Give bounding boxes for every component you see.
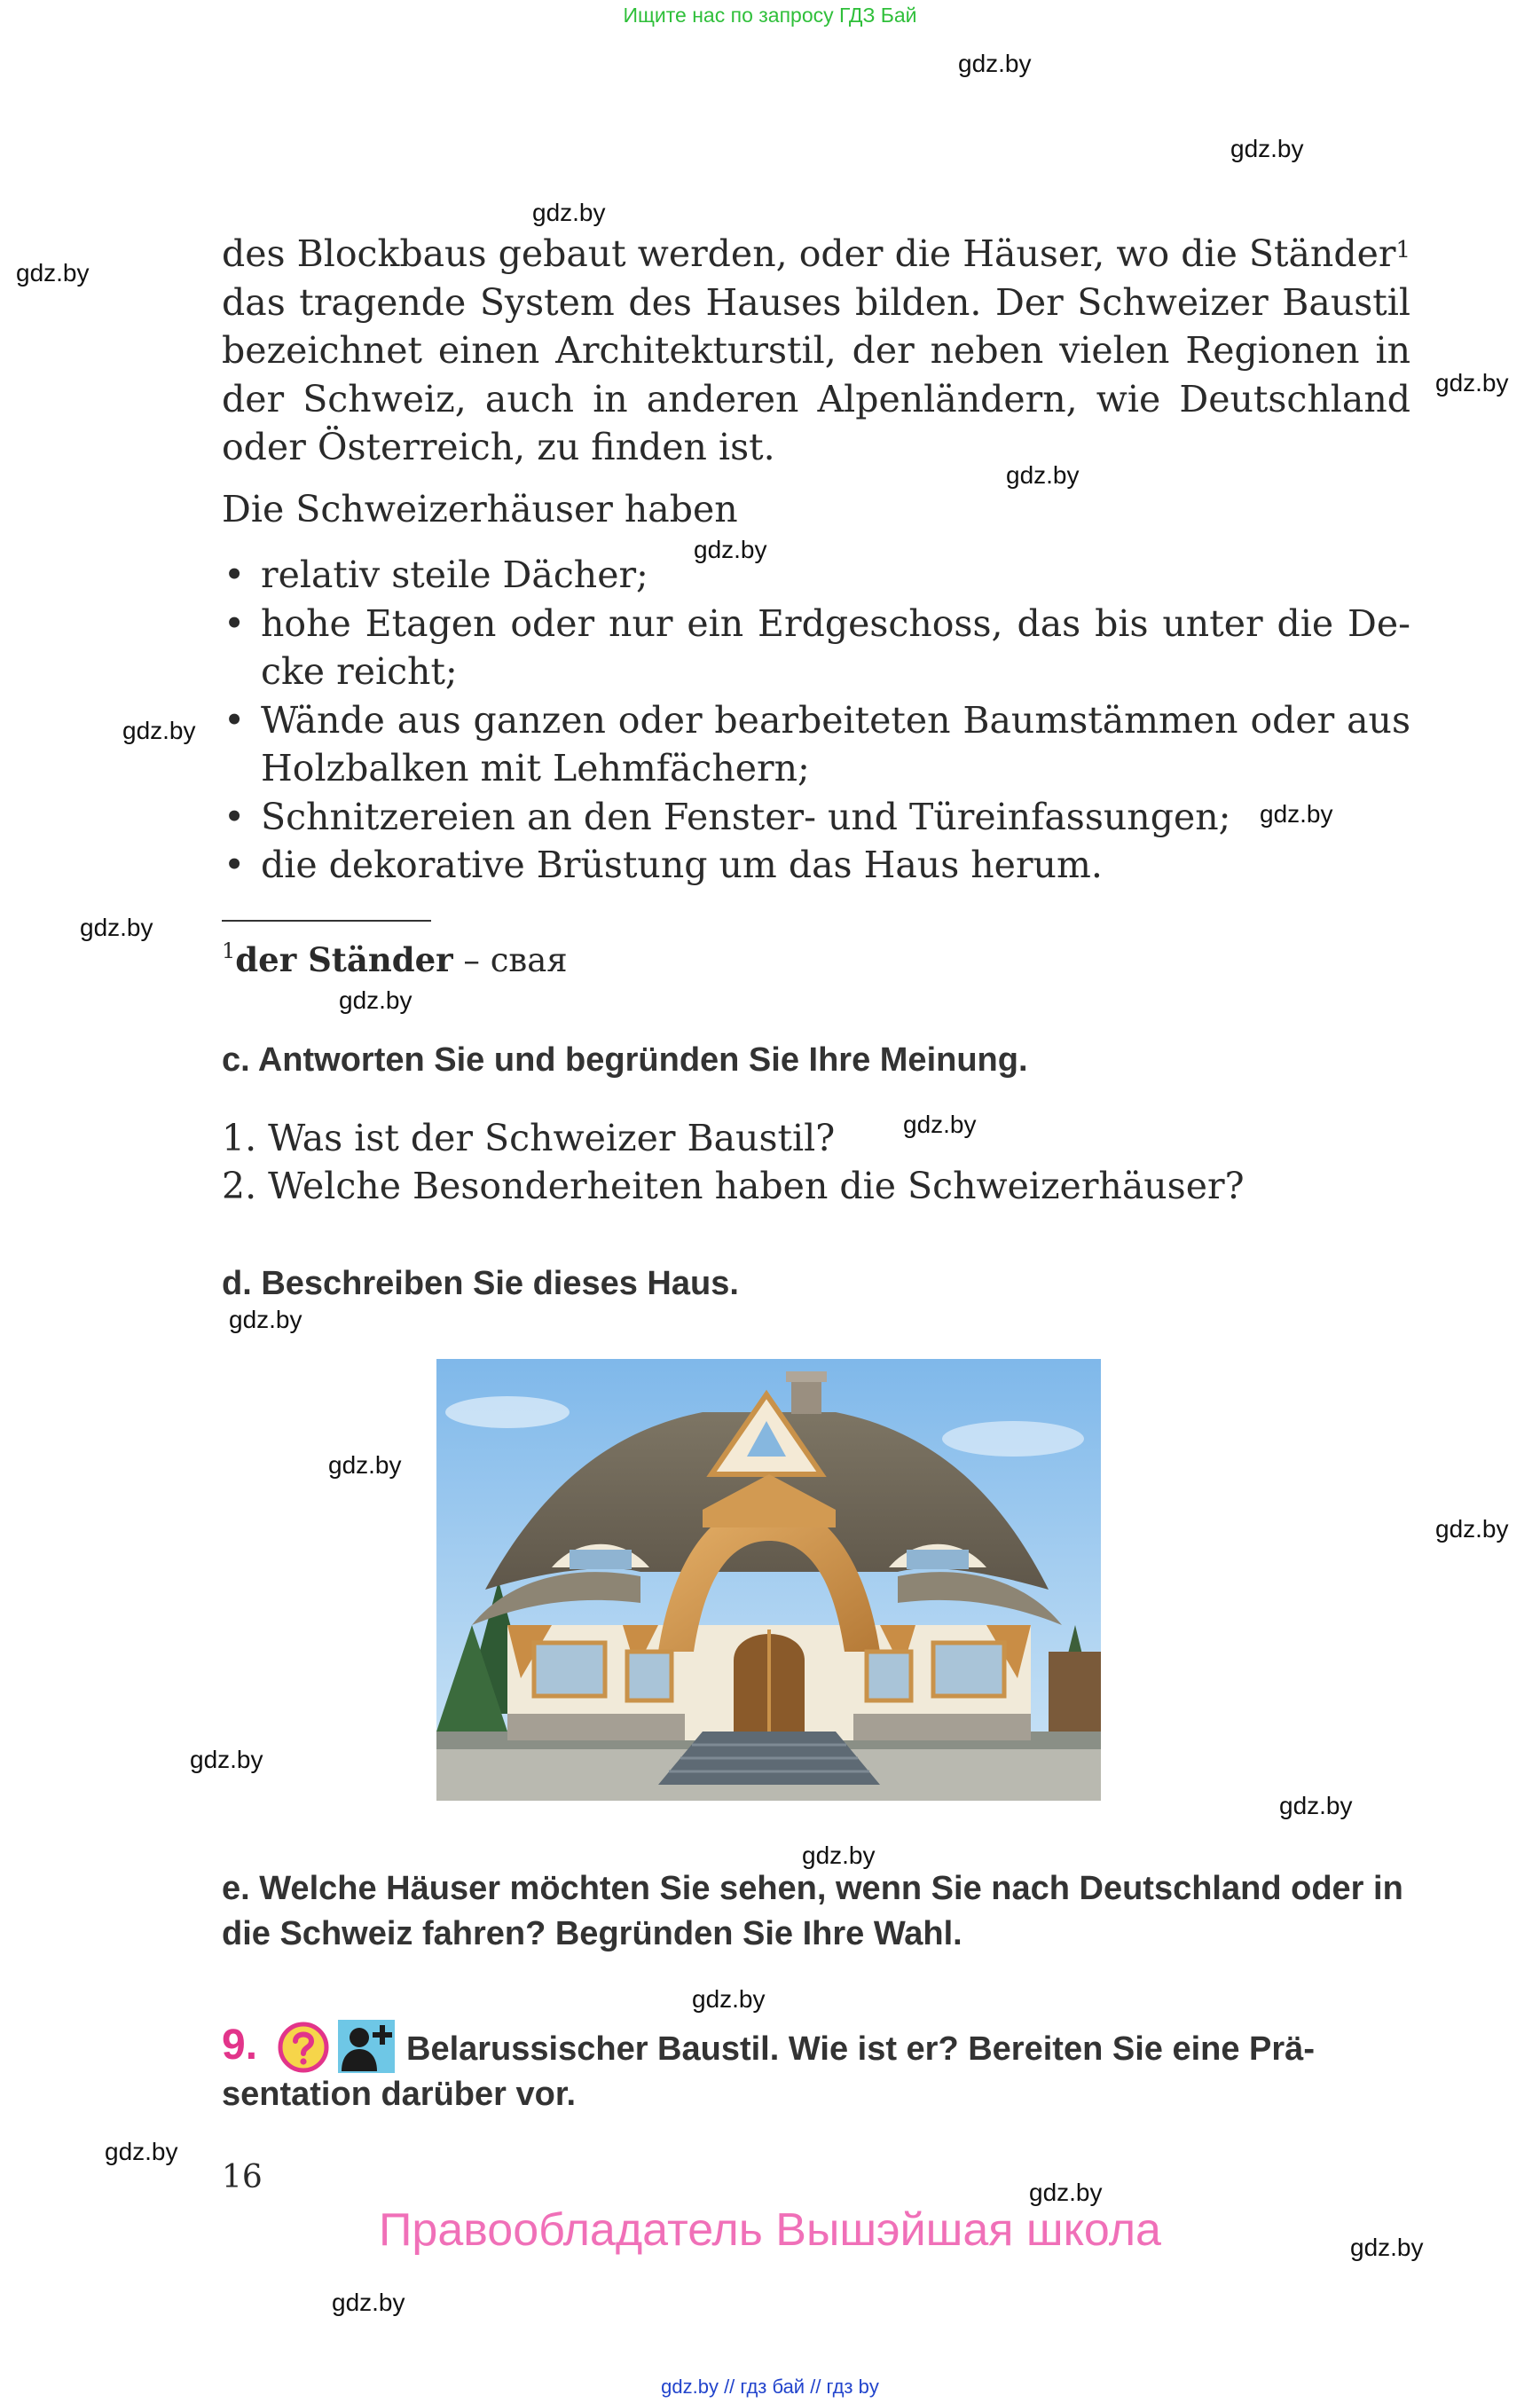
intro-line-1: des Blockbaus gebaut werden, oder die Häuser, wo die Ständer [222,232,1396,275]
question-list [222,1114,1245,1210]
list-item: • hohe Etagen oder nur ein Erdgeschoss, das bis unter die Decke reicht; [222,600,1410,696]
bottom-links[interactable]: gdz.by // гдз бай // гдз by [661,2376,879,2398]
question-item: 1. Was ist der Schweizer Baustil? [222,1117,836,1159]
task-e-heading: e. Welche Häuser möchten Sie sehen, wenn Sie nach Deutschland oder in die Schweiz fahren? Begründen Sie Ihre Wahl. [222,1870,1403,1952]
footnote-translation: – свая [452,941,568,979]
task-9-text: Belarussischer Baustil. Wie ist er? Bereiten Sie eine Präsentation darüber vor. [222,2030,1315,2113]
watermark: gdz.by [692,1985,766,2013]
watermark: gdz.by [1435,369,1509,397]
watermark: gdz.by [1006,461,1080,489]
feature-list [222,551,1410,890]
bullet-icon: • [224,601,246,645]
watermark: gdz.by [328,1451,402,1479]
watermark: gdz.by [532,199,606,226]
page-number: 16 [222,2159,263,2195]
watermark: gdz.by [190,1746,263,1773]
watermark: gdz.by [80,914,153,941]
question-item: 2. Welche Besonderheiten haben die Schweizerhäuser? [222,1165,1245,1207]
watermark: gdz.by [332,2289,405,2316]
watermark: gdz.by [229,1306,302,1333]
watermark: gdz.by [105,2138,178,2165]
bullet-icon: • [224,795,246,838]
list-heading: Die Schweizerhäuser haben [222,488,738,530]
watermark: gdz.by [903,1111,977,1138]
footnote-reference: 1 [1395,237,1410,263]
watermark: gdz.by [1029,2179,1103,2206]
intro-paragraph [222,230,1410,472]
watermark: gdz.by [958,50,1032,77]
task-9-number: 9. [222,2022,258,2069]
watermark: gdz.by [16,259,90,287]
list-item: • relativ steile Dächer; [222,551,1410,600]
watermark: gdz.by [122,717,196,744]
task-c-heading: c. Antworten Sie und begründen Sie Ihre Meinung. [222,1041,1028,1079]
list-item: • Wände aus ganzen oder bearbeiteten Baumstämmen oder aus Holzbalken mit Lehmfächern; [222,696,1410,793]
list-item: • Schnitzereien an den Fenster- und Türeinfassungen; [222,793,1410,842]
rights-holder: Правообладатель Вышэйшая школа [379,2204,1161,2256]
footnote-term: der Ständer [235,940,453,979]
footnote-mark: 1 [222,938,236,963]
bullet-icon: • [224,554,246,596]
house-photo [436,1359,1101,1801]
footnote [222,940,568,979]
list-item: • die dekorative Brüstung um das Haus herum. [222,841,1410,890]
watermark: gdz.by [1260,800,1333,828]
watermark: gdz.by [802,1842,876,1869]
watermark: gdz.by [1230,135,1304,162]
watermark: gdz.by [339,986,412,1014]
bullet-icon: • [224,698,246,742]
intro-line-2: das tragende System des Hauses bilden. Der Schweizer Baustil bezeichnet einen Architekturstil, der neben vielen Regionen in der Schweiz, auch in anderen Alpenländern, wie Deutschland oder Österreich, zu finden ist. [222,280,1410,468]
watermark: gdz.by [694,536,767,563]
watermark: gdz.by [1350,2234,1424,2261]
watermark: gdz.by [1279,1792,1353,1819]
bullet-icon: • [224,844,246,886]
footnote-divider [222,920,431,922]
watermark: gdz.by [1435,1515,1509,1543]
top-banner: Ищите нас по запросу ГДЗ Бай [623,4,917,27]
task-d-heading: d. Beschreiben Sie dieses Haus. [222,1265,739,1302]
